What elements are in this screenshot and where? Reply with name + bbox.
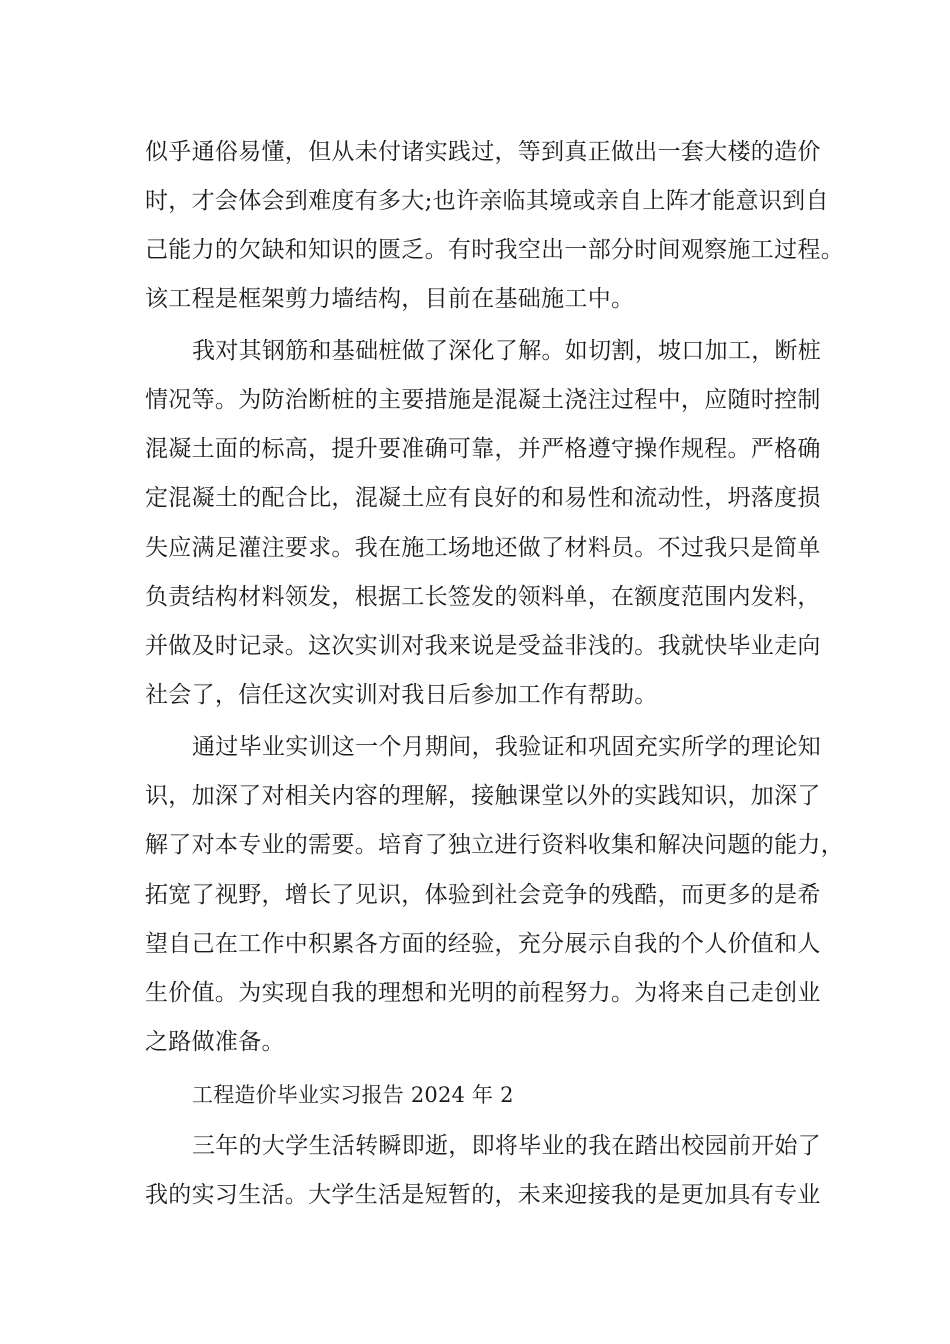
paragraph-3-line-6: 生价值。为实现自我的理想和光明的前程努力。为将来自己走创业 <box>145 980 821 1006</box>
paragraph-1-line-4: 该工程是框架剪力墙结构，目前在基础施工中。 <box>145 286 635 312</box>
paragraph-1-line-2: 时，才会体会到难度有多大;也许亲临其境或亲自上阵才能意识到自 <box>145 188 829 214</box>
paragraph-3-line-1: 通过毕业实训这一个月期间，我验证和巩固充实所学的理论知 <box>192 734 822 760</box>
paragraph-2-line-7: 并做及时记录。这次实训对我来说是受益非浅的。我就快毕业走向 <box>145 633 821 659</box>
paragraph-3-line-7: 之路做准备。 <box>145 1029 285 1055</box>
paragraph-1-line-3: 己能力的欠缺和知识的匮乏。有时我空出一部分时间观察施工过程。 <box>145 237 844 263</box>
paragraph-2-line-4: 定混凝土的配合比，混凝土应有良好的和易性和流动性，坍落度损 <box>145 485 821 511</box>
paragraph-3-line-5: 望自己在工作中积累各方面的经验，充分展示自我的个人价值和人 <box>145 931 821 957</box>
paragraph-3-line-4: 拓宽了视野，增长了见识，体验到社会竞争的残酷，而更多的是希 <box>145 882 821 908</box>
paragraph-2-line-5: 失应满足灌注要求。我在施工场地还做了材料员。不过我只是简单 <box>145 535 821 561</box>
paragraph-2-line-8: 社会了，信任这次实训对我日后参加工作有帮助。 <box>145 682 658 708</box>
paragraph-2-line-3: 混凝土面的标高，提升要准确可靠，并严格遵守操作规程。严格确 <box>145 436 821 462</box>
paragraph-3-line-2: 识，加深了对相关内容的理解，接触课堂以外的实践知识，加深了 <box>145 783 821 809</box>
paragraph-3-line-3: 解了对本专业的需要。培育了独立进行资料收集和解决问题的能力， <box>145 832 844 858</box>
paragraph-1-line-1: 似乎通俗易懂，但从未付诸实践过，等到真正做出一套大楼的造价 <box>145 139 821 165</box>
section-heading: 工程造价毕业实习报告 2024 年 2 <box>192 1083 514 1107</box>
paragraph-4-line-2: 我的实习生活。大学生活是短暂的，未来迎接我的是更加具有专业 <box>145 1182 821 1208</box>
paragraph-2-line-1: 我对其钢筋和基础桩做了深化了解。如切割，坡口加工，断桩 <box>192 338 822 364</box>
paragraph-2-line-6: 负责结构材料领发，根据工长签发的领料单，在额度范围内发料， <box>145 584 821 610</box>
paragraph-2-line-2: 情况等。为防治断桩的主要措施是混凝土浇注过程中，应随时控制 <box>145 387 821 413</box>
paragraph-4-line-1: 三年的大学生活转瞬即逝，即将毕业的我在踏出校园前开始了 <box>192 1133 822 1159</box>
